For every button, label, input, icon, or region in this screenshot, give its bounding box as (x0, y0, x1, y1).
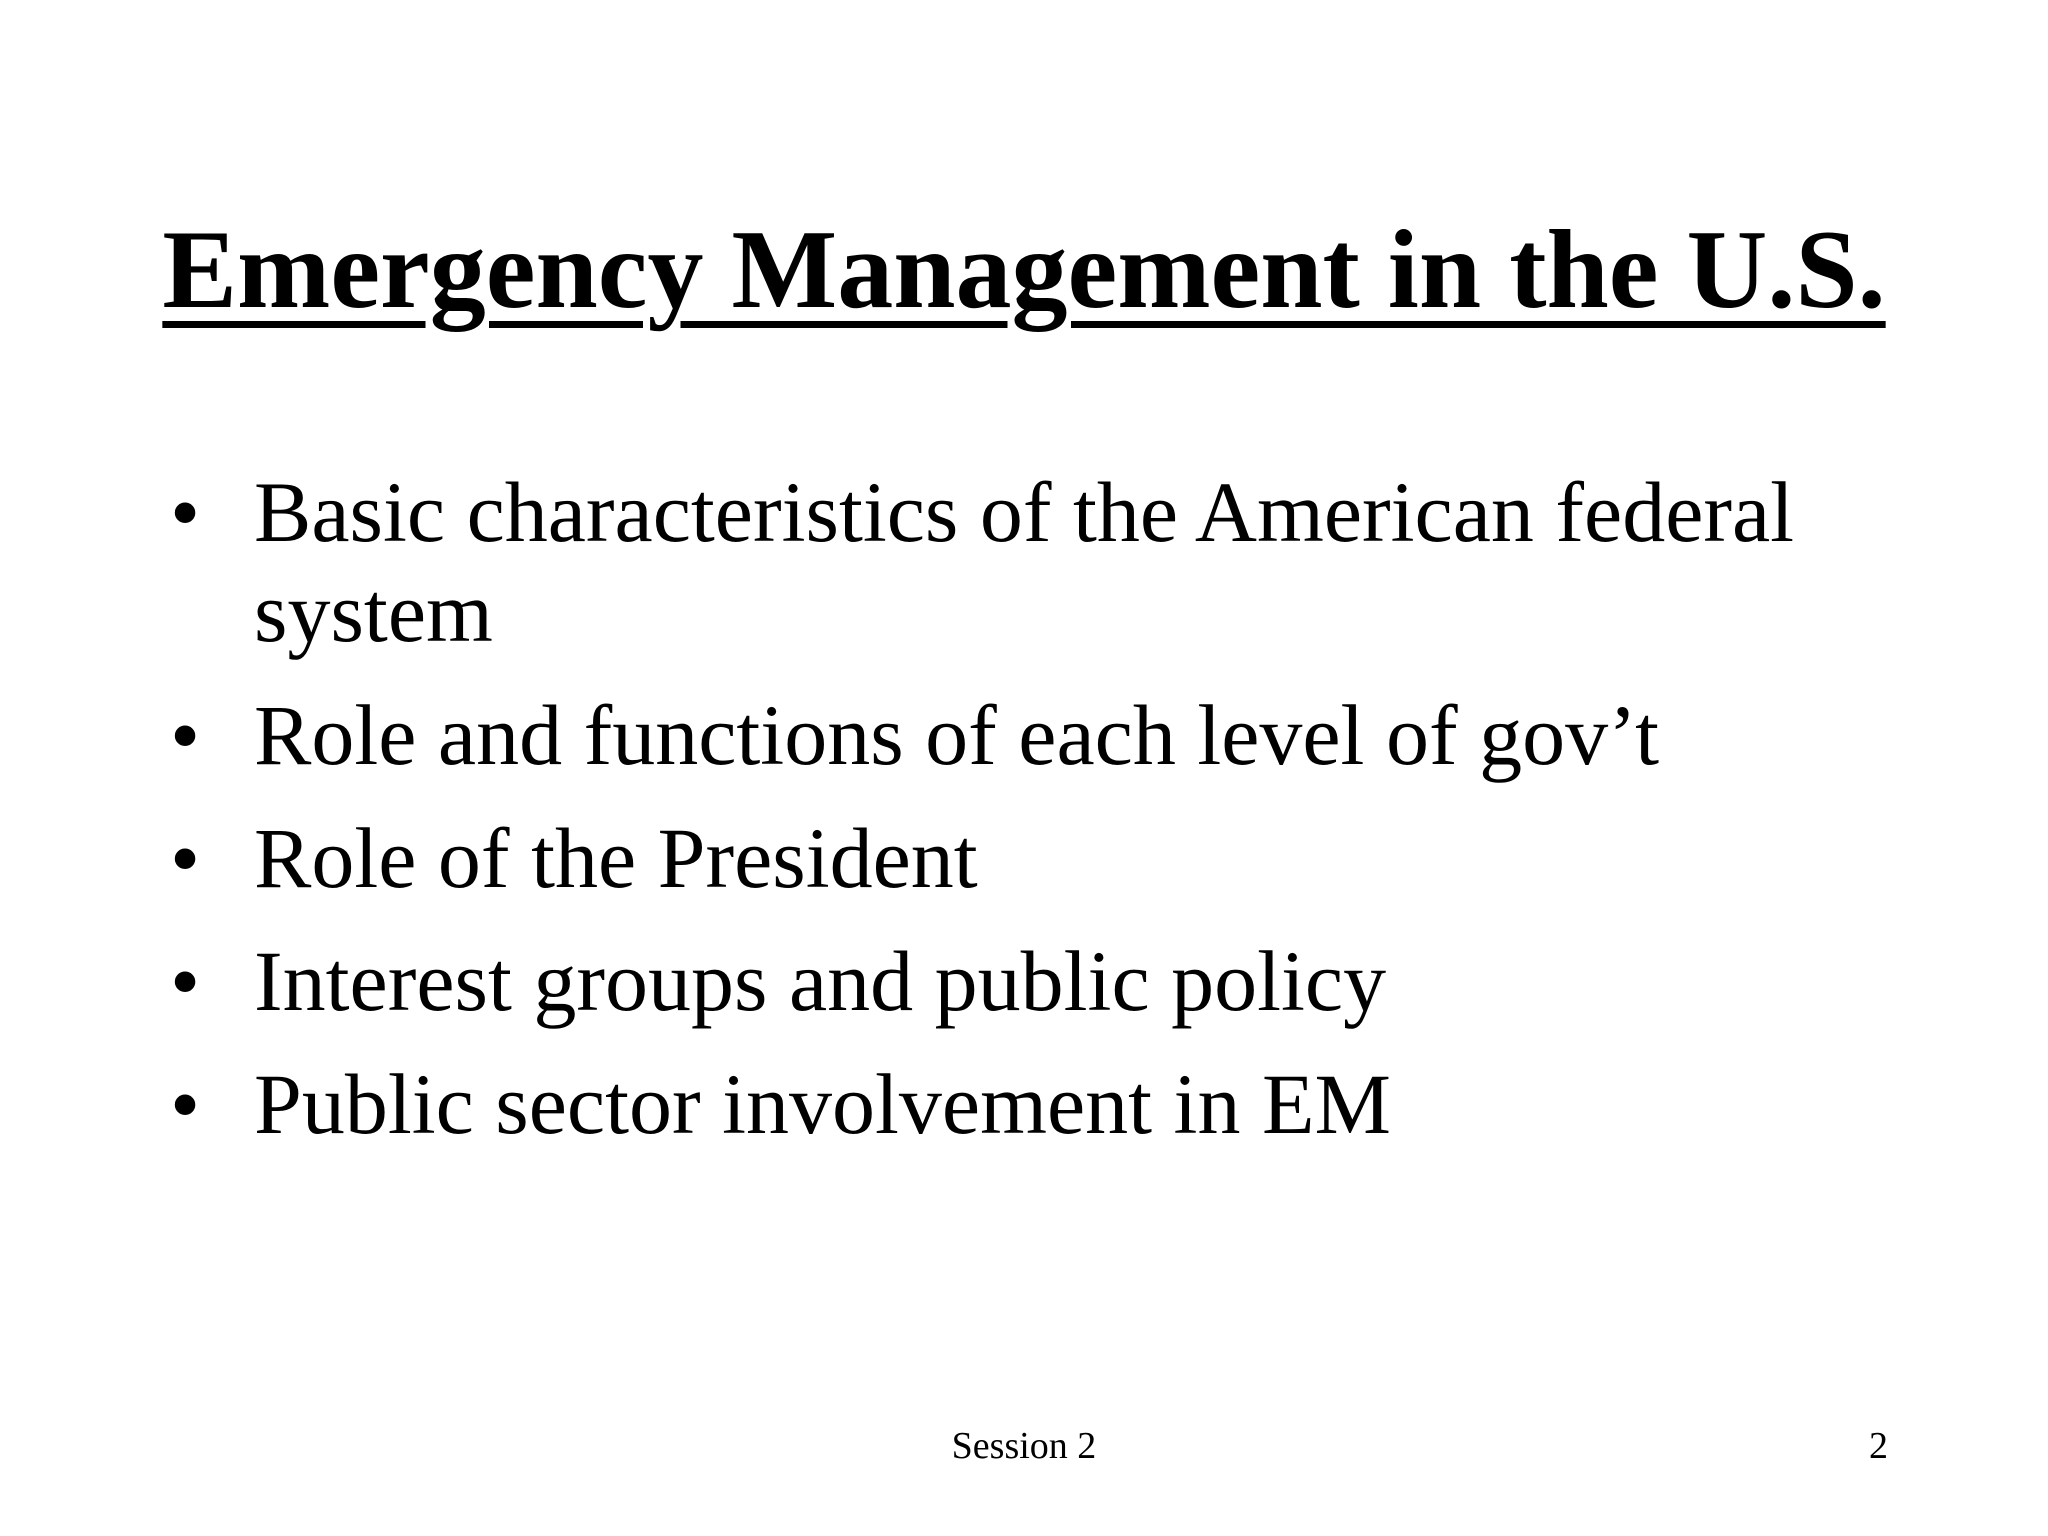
bullet-text: Role of the President (254, 810, 978, 906)
footer-session: Session 2 (951, 1425, 1097, 1467)
bullet-text: Interest groups and public policy (254, 933, 1387, 1029)
bullet-text: Role and functions of each level of gov’t (254, 687, 1660, 783)
bullet-item (170, 1054, 1930, 1154)
page-number: 2 (1869, 1425, 1888, 1467)
bullet-item (170, 685, 1930, 785)
bullet-dot-icon: • (170, 933, 201, 1029)
bullet-item (170, 808, 1930, 908)
bullet-list (170, 462, 1930, 1177)
bullet-text: Basic characteristics of the American federal system (254, 464, 1795, 660)
slide-title: Emergency Management in the U.S. (162, 208, 1886, 332)
bullet-item (170, 931, 1930, 1031)
bullet-dot-icon: • (170, 464, 201, 560)
bullet-text: Public sector involvement in EM (254, 1056, 1391, 1152)
bullet-dot-icon: • (170, 687, 201, 783)
bullet-dot-icon: • (170, 810, 201, 906)
bullet-dot-icon: • (170, 1056, 201, 1152)
bullet-item (170, 462, 1930, 662)
